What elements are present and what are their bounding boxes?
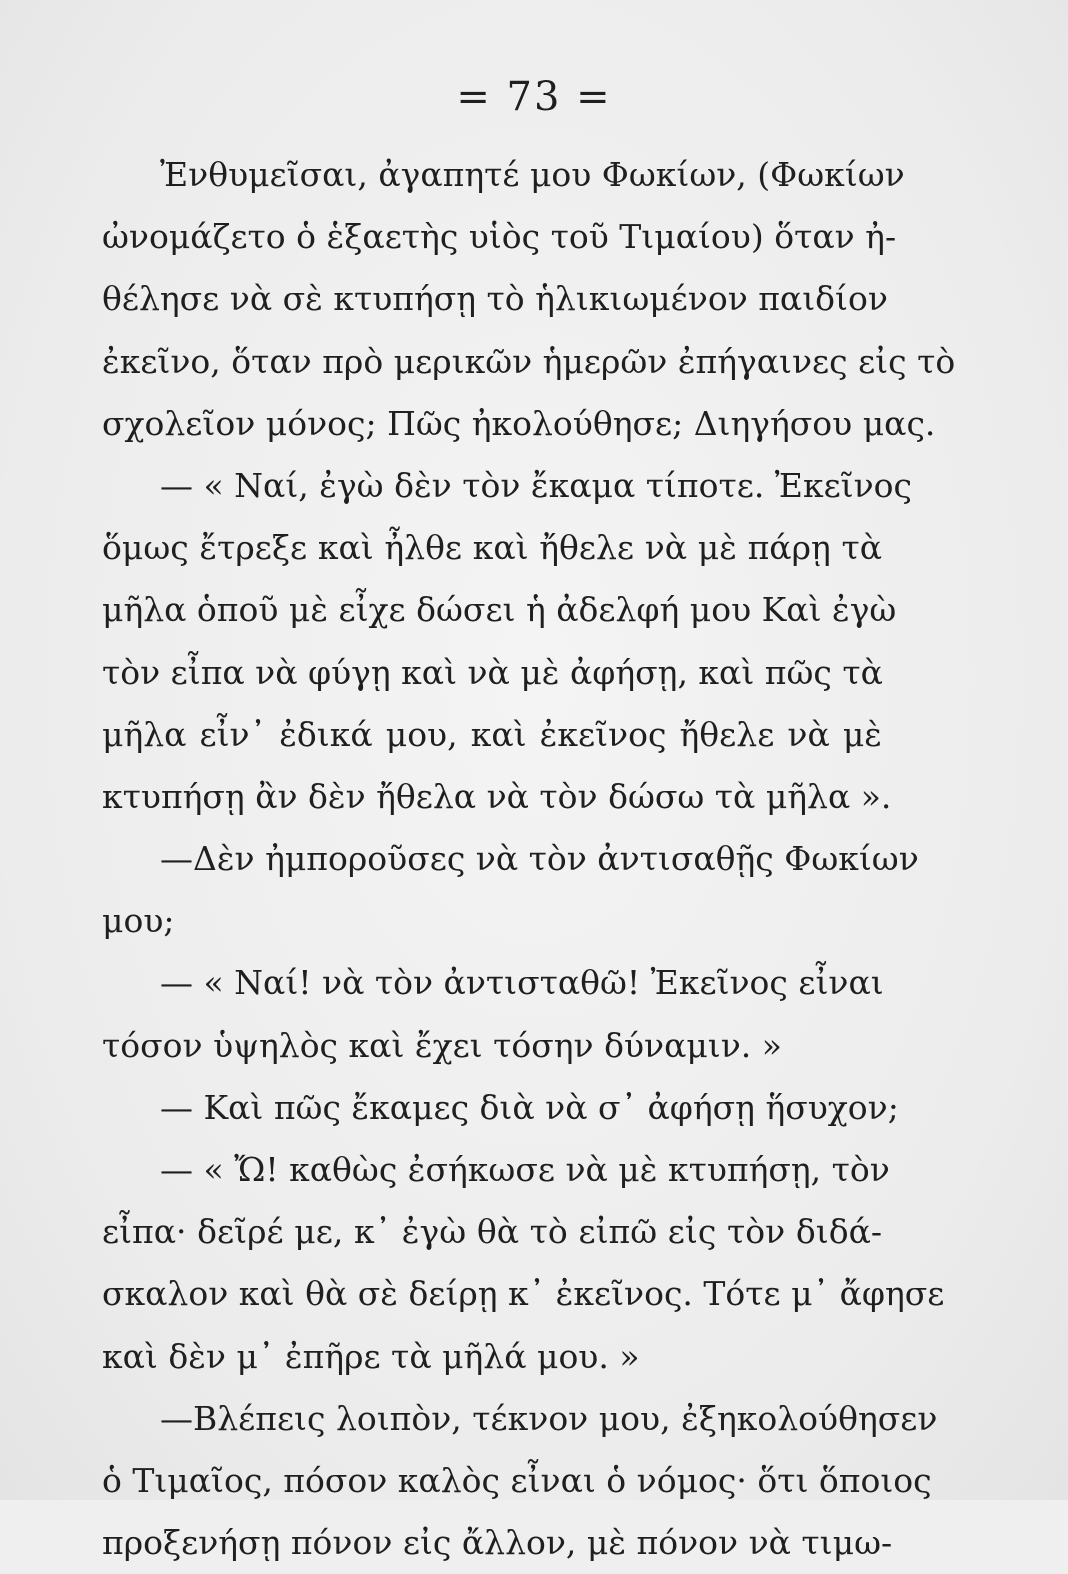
text-line: —Βλέπεις λοιπὸν, τέκνον μου, ἐξηκολούθησεν bbox=[160, 1398, 938, 1438]
text-line: ὅμως ἔτρεξε καὶ ἦλθε καὶ ἤθελε νὰ μὲ πάρῃ τὰ bbox=[102, 528, 882, 568]
text-line: Ἐνθυμεῖσαι, ἀγαπητέ μου Φωκίων, (Φωκίων bbox=[160, 155, 905, 194]
text-line: μου; bbox=[102, 901, 175, 941]
page-text-block bbox=[102, 144, 956, 1574]
text-line: τὸν εἶπα νὰ φύγῃ καὶ νὰ μὲ ἀφήσῃ, καὶ πῶς τὰ bbox=[102, 652, 883, 692]
text-line: τόσον ὑψηλὸς καὶ ἔχει τόσην δύναμιν. » bbox=[102, 1025, 782, 1065]
text-line: — Καὶ πῶς ἔκαμες διὰ νὰ σ᾽ ἀφήσῃ ἥσυχον; bbox=[160, 1087, 899, 1127]
text-line: — « Ναί, ἐγὼ δὲν τὸν ἔκαμα τίποτε. Ἐκεῖνος bbox=[160, 465, 913, 505]
text-line: σκαλον καὶ θὰ σὲ δείρῃ κ᾽ ἐκεῖνος. Τότε μ᾽ ἄφησε bbox=[102, 1274, 945, 1314]
text-line: κτυπήσῃ ἂν δὲν ἤθελα νὰ τὸν δώσω τὰ μῆλα ». bbox=[102, 776, 892, 816]
text-line: προξενήσῃ πόνον εἰς ἄλλον, μὲ πόνον νὰ τιμω- bbox=[102, 1523, 893, 1563]
text-line: ὁ Τιμαῖος, πόσον καλὸς εἶναι ὁ νόμος· ὅτι ὅποιος bbox=[102, 1460, 932, 1500]
text-line: μῆλα εἶν᾽ ἐδικά μου, καὶ ἐκεῖνος ἤθελε νὰ μὲ bbox=[102, 714, 882, 754]
text-line: θέλησε νὰ σὲ κτυπήσῃ τὸ ἡλικιωμένον παιδίον bbox=[102, 279, 888, 319]
text-line: — « Ὤ! καθὼς ἐσήκωσε νὰ μὲ κτυπήσῃ, τὸν bbox=[160, 1150, 890, 1189]
text-line: μῆλα ὁποῦ μὲ εἶχε δώσει ἡ ἀδελφή μου Καὶ ἐγὼ bbox=[102, 590, 897, 630]
text-line: σχολεῖον μόνος; Πῶς ἠκολούθησε; Διηγήσου μας. bbox=[102, 403, 936, 443]
text-line: ἐκεῖνο, ὅταν πρὸ μερικῶν ἡμερῶν ἐπήγαινες εἰς τὸ bbox=[102, 341, 956, 381]
text-line: εἶπα· δεῖρέ με, κ᾽ ἐγὼ θὰ τὸ εἰπῶ εἰς τὸν διδά- bbox=[102, 1212, 882, 1252]
text-line: ὠνομάζετο ὁ ἑξαετὴς υἱὸς τοῦ Τιμαίου) ὅταν ἠ- bbox=[102, 217, 897, 257]
text-line: — « Ναί! νὰ τὸν ἀντισταθῶ! Ἐκεῖνος εἶναι bbox=[160, 963, 884, 1003]
text-line: καὶ δὲν μ᾽ ἐπῆρε τὰ μῆλά μου. » bbox=[102, 1336, 640, 1376]
text-line: —Δὲν ἠμποροῦσες νὰ τὸν ἀντισαθῇς Φωκίων bbox=[160, 839, 919, 879]
page-number: = 73 = bbox=[456, 74, 612, 120]
